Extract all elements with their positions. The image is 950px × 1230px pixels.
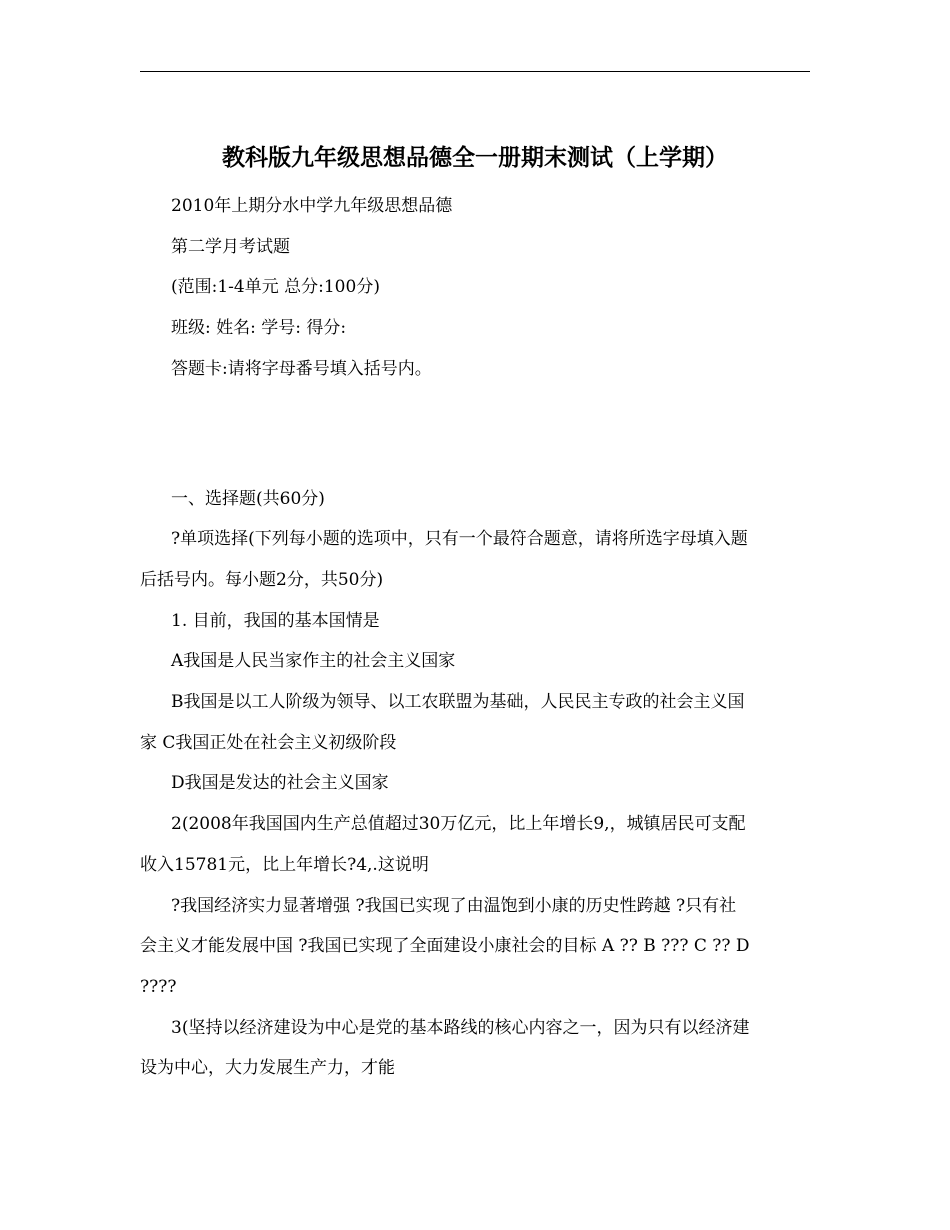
question-2-options-cont: ???? — [140, 976, 177, 997]
header-rule — [140, 71, 810, 72]
question-2-statements: ?我国经济实力显著增强 ?我国已实现了由温饱到小康的历史性跨越 ?只有社 — [171, 895, 737, 916]
student-info-line: 班级: 姓名: 学号: 得分: — [171, 318, 347, 339]
question-1: 1. 目前，我国的基本国情是 — [171, 610, 380, 631]
question-1-option-a: A我国是人民当家作主的社会主义国家 — [171, 651, 456, 672]
question-3-cont: 设为中心，大力发展生产力，才能 — [140, 1058, 395, 1079]
instructions-line-1: ?单项选择(下列每小题的选项中，只有一个最符合题意，请将所选字母填入题 — [171, 529, 748, 550]
question-1-option-d: D我国是发达的社会主义国家 — [171, 773, 389, 794]
question-1-option-b: B我国是以工人阶级为领导、以工农联盟为基础，人民民主专政的社会主义国 — [171, 692, 745, 713]
instructions-line-2: 后括号内。每小题2分，共50分) — [140, 569, 384, 590]
answer-card-line: 答题卡:请将字母番号填入括号内。 — [171, 358, 432, 379]
question-1-option-b-cont: 家 C我国正处在社会主义初级阶段 — [140, 732, 397, 753]
exam-scope-line: (范围:1-4单元 总分:100分) — [171, 277, 380, 298]
document-body — [140, 186, 808, 1089]
question-2-statements-cont: 会主义才能发展中国 ?我国已实现了全面建设小康社会的目标 A ?? B ??? C ?? D — [140, 936, 750, 957]
question-3: 3(坚持以经济建设为中心是党的基本路线的核心内容之一，因为只有以经济建 — [171, 1017, 750, 1038]
school-exam-line: 2010年上期分水中学九年级思想品德 — [171, 196, 453, 216]
document-title: 教科版九年级思想品德全一册期末测试（上学期） — [222, 145, 728, 171]
question-2: 2(2008年我国国内生产总值超过30万亿元，比上年增长9,，城镇居民可支配 — [171, 814, 746, 835]
blank-space — [140, 390, 808, 479]
section-heading: 一、选择题(共60分) — [171, 488, 325, 509]
question-2-cont: 收入15781元，比上年增长?4,.这说明 — [140, 854, 429, 875]
exam-name-line: 第二学月考试题 — [171, 236, 290, 257]
